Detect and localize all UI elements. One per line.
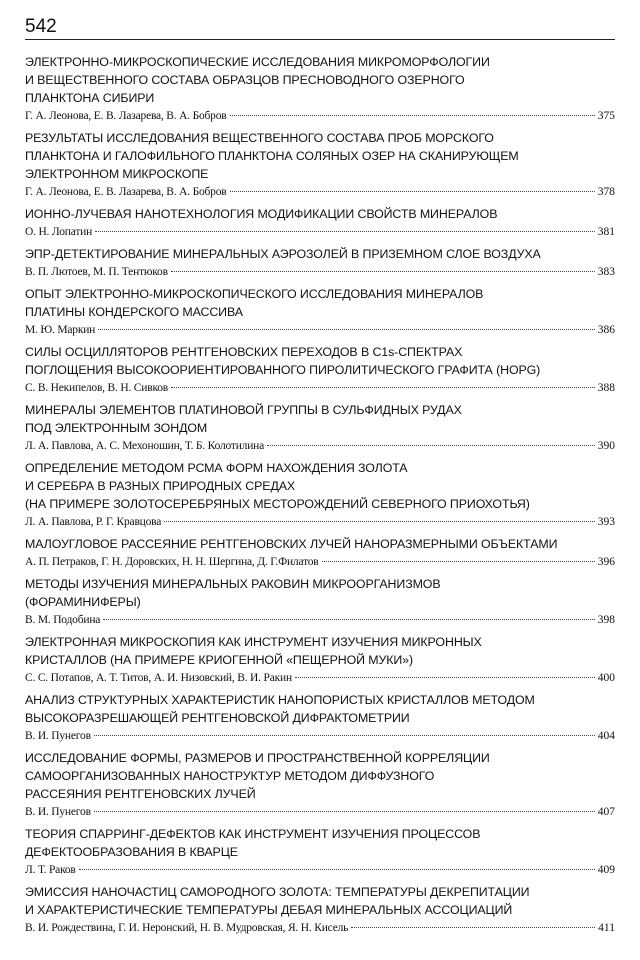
entry-title-line: ПЛАНКТОНА И ГАЛОФИЛЬНОГО ПЛАНКТОНА СОЛЯНЫХ ОЗЕР НА СКАНИРУЮЩЕМ (25, 149, 519, 163)
toc-entry[interactable] (25, 459, 615, 531)
toc-entry[interactable] (25, 749, 615, 821)
entry-authors: В. И. Пунегов (25, 806, 91, 818)
entry-title-line: САМООРГАНИЗОВАННЫХ НАНОСТРУКТУР МЕТОДОМ ДИФФУЗНОГО (25, 769, 435, 783)
entry-author-row (25, 669, 615, 687)
dot-leader (98, 329, 595, 330)
entry-page-number[interactable]: 398 (597, 614, 615, 626)
entry-page-number[interactable]: 390 (597, 440, 615, 452)
dot-leader (164, 521, 595, 522)
dot-leader (95, 231, 595, 232)
entry-author-row (25, 553, 615, 571)
entry-page-number[interactable]: 375 (597, 110, 615, 122)
entry-authors: Г. А. Леонова, Е. В. Лазарева, В. А. Бобров (25, 186, 227, 198)
entry-authors: Л. А. Павлова, Р. Г. Кравцова (25, 516, 162, 528)
dot-leader (79, 869, 595, 870)
entry-author-row (25, 727, 615, 745)
entry-authors: А. П. Петраков, Г. Н. Доровских, Н. Н. Шергина, Д. Г.Филатов (25, 556, 319, 568)
dot-leader (267, 445, 595, 446)
entry-page-number[interactable]: 378 (597, 186, 615, 198)
toc-entry[interactable] (25, 633, 615, 687)
entry-author-row (25, 437, 615, 455)
entry-authors: В. М. Подобина (25, 614, 101, 626)
entry-title-line: ЭМИССИЯ НАНОЧАСТИЦ САМОРОДНОГО ЗОЛОТА: ТЕМПЕРАТУРЫ ДЕКРЕПИТАЦИИ (25, 885, 530, 899)
toc-entry[interactable] (25, 825, 615, 879)
entry-title-line: ДЕФЕКТООБРАЗОВАНИЯ В КВАРЦЕ (25, 845, 238, 859)
dot-leader (94, 811, 595, 812)
entry-page-number[interactable]: 381 (597, 226, 615, 238)
entry-page-number[interactable]: 404 (597, 730, 615, 742)
toc-entry[interactable] (25, 575, 615, 629)
page-number: 542 (25, 16, 57, 37)
entry-title-line: (НА ПРИМЕРЕ ЗОЛОТОСЕРЕБРЯНЫХ МЕСТОРОЖДЕНИЙ СЕВЕРНОГО ПРИОХОТЬЯ) (25, 497, 530, 511)
entry-author-row (25, 263, 615, 281)
entry-author-row (25, 183, 615, 201)
entry-author-row (25, 223, 615, 241)
entry-title-line: ЭЛЕКТРОННО-МИКРОСКОПИЧЕСКИЕ ИССЛЕДОВАНИЯ МИКРОМОРФОЛОГИИ (25, 55, 490, 69)
entry-title-line: КРИСТАЛЛОВ (НА ПРИМЕРЕ КРИОГЕННОЙ «ПЕЩЕРНОЙ МУКИ») (25, 653, 413, 667)
dot-leader (230, 191, 595, 192)
entry-page-number[interactable]: 400 (597, 672, 615, 684)
entry-title-line: ЭПР-ДЕТЕКТИРОВАНИЕ МИНЕРАЛЬНЫХ АЭРОЗОЛЕЙ В ПРИЗЕМНОМ СЛОЕ ВОЗДУХА (25, 247, 541, 261)
dot-leader (230, 115, 595, 116)
entry-title-line: АНАЛИЗ СТРУКТУРНЫХ ХАРАКТЕРИСТИК НАНОПОРИСТЫХ КРИСТАЛЛОВ МЕТОДОМ (25, 693, 535, 707)
entry-author-row (25, 321, 615, 339)
entry-title-line: ЭЛЕКТРОННАЯ МИКРОСКОПИЯ КАК ИНСТРУМЕНТ ИЗУЧЕНИЯ МИКРОННЫХ (25, 635, 482, 649)
entry-authors: О. Н. Лопатин (25, 226, 93, 238)
entry-authors: Л. Т. Раков (25, 864, 76, 876)
toc-entry[interactable] (25, 691, 615, 745)
entry-title-line: ТЕОРИЯ СПАРРИНГ-ДЕФЕКТОВ КАК ИНСТРУМЕНТ ИЗУЧЕНИЯ ПРОЦЕССОВ (25, 827, 481, 841)
entry-page-number[interactable]: 409 (597, 864, 615, 876)
table-of-contents (25, 53, 615, 941)
entry-authors: Г. А. Леонова, Е. В. Лазарева, В. А. Бобров (25, 110, 227, 122)
entry-title-line: ИССЛЕДОВАНИЕ ФОРМЫ, РАЗМЕРОВ И ПРОСТРАНСТВЕННОЙ КОРРЕЛЯЦИИ (25, 751, 490, 765)
dot-leader (295, 677, 595, 678)
entry-author-row (25, 803, 615, 821)
entry-title-line: ИОННО-ЛУЧЕВАЯ НАНОТЕХНОЛОГИЯ МОДИФИКАЦИИ СВОЙСТВ МИНЕРАЛОВ (25, 207, 498, 221)
entry-title-line: ПОГЛОЩЕНИЯ ВЫСОКООРИЕНТИРОВАННОГО ПИРОЛИТИЧЕСКОГО ГРАФИТА (HOPG) (25, 363, 541, 377)
entry-title-line: ОПРЕДЕЛЕНИЕ МЕТОДОМ РСМА ФОРМ НАХОЖДЕНИЯ ЗОЛОТА (25, 461, 408, 475)
entry-page-number[interactable]: 393 (597, 516, 615, 528)
entry-author-row (25, 611, 615, 629)
entry-title-line: ПОД ЭЛЕКТРОННЫМ ЗОНДОМ (25, 421, 208, 435)
entry-authors: В. И. Пунегов (25, 730, 91, 742)
dot-leader (103, 619, 595, 620)
entry-author-row (25, 861, 615, 879)
entry-title-line: ОПЫТ ЭЛЕКТРОННО-МИКРОСКОПИЧЕСКОГО ИССЛЕДОВАНИЯ МИНЕРАЛОВ (25, 287, 484, 301)
entry-page-number[interactable]: 411 (598, 922, 615, 934)
toc-entry[interactable] (25, 129, 615, 201)
entry-title-line: РАССЕЯНИЯ РЕНТГЕНОВСКИХ ЛУЧЕЙ (25, 787, 256, 801)
entry-title-line: ПЛАНКТОНА СИБИРИ (25, 91, 155, 105)
toc-entry[interactable] (25, 53, 615, 125)
entry-authors: В. И. Рождествина, Г. И. Неронский, Н. В. Мудровская, Я. Н. Кисель (25, 922, 349, 934)
dot-leader (322, 561, 595, 562)
entry-author-row (25, 379, 615, 397)
toc-entry[interactable] (25, 245, 615, 281)
entry-author-row (25, 513, 615, 531)
entry-title-line: МИНЕРАЛЫ ЭЛЕМЕНТОВ ПЛАТИНОВОЙ ГРУППЫ В СУЛЬФИДНЫХ РУДАХ (25, 403, 462, 417)
entry-title-line: МЕТОДЫ ИЗУЧЕНИЯ МИНЕРАЛЬНЫХ РАКОВИН МИКРООРГАНИЗМОВ (25, 577, 441, 591)
entry-title-line: СИЛЫ ОСЦИЛЛЯТОРОВ РЕНТГЕНОВСКИХ ПЕРЕХОДОВ В C1s-СПЕКТРАХ (25, 345, 463, 359)
entry-authors: В. П. Лютоев, М. П. Тентюков (25, 266, 168, 278)
entry-title-line: РЕЗУЛЬТАТЫ ИССЛЕДОВАНИЯ ВЕЩЕСТВЕННОГО СОСТАВА ПРОБ МОРСКОГО (25, 131, 494, 145)
entry-title-line: ПЛАТИНЫ КОНДЕРСКОГО МАССИВА (25, 305, 243, 319)
entry-title-line: (ФОРАМИНИФЕРЫ) (25, 595, 141, 609)
toc-entry[interactable] (25, 401, 615, 455)
dot-leader (171, 271, 595, 272)
entry-page-number[interactable]: 396 (597, 556, 615, 568)
entry-author-row (25, 919, 615, 937)
toc-entry[interactable] (25, 883, 615, 937)
entry-title-line: И СЕРЕБРА В РАЗНЫХ ПРИРОДНЫХ СРЕДАХ (25, 479, 296, 493)
entry-title-line: ЭЛЕКТРОННОМ МИКРОСКОПЕ (25, 167, 209, 181)
entry-page-number[interactable]: 388 (597, 382, 615, 394)
entry-author-row (25, 107, 615, 125)
entry-title-line: И ВЕЩЕСТВЕННОГО СОСТАВА ОБРАЗЦОВ ПРЕСНОВОДНОГО ОЗЕРНОГО (25, 73, 465, 87)
entry-authors: С. В. Некипелов, В. Н. Сивков (25, 382, 169, 394)
toc-entry[interactable] (25, 535, 615, 571)
entry-page-number[interactable]: 383 (597, 266, 615, 278)
entry-page-number[interactable]: 386 (597, 324, 615, 336)
toc-entry[interactable] (25, 285, 615, 339)
dot-leader (171, 387, 595, 388)
entry-title-line: И ХАРАКТЕРИСТИЧЕСКИЕ ТЕМПЕРАТУРЫ ДЕБАЯ МИНЕРАЛЬНЫХ АССОЦИАЦИЙ (25, 903, 513, 917)
entry-authors: Л. А. Павлова, А. С. Мехоношин, Т. Б. Колотилина (25, 440, 265, 452)
entry-title-line: ВЫСОКОРАЗРЕШАЮЩЕЙ РЕНТГЕНОВСКОЙ ДИФРАКТОМЕТРИИ (25, 711, 410, 725)
entry-authors: С. С. Потапов, А. Т. Титов, А. И. Низовский, В. И. Ракин (25, 672, 292, 684)
dot-leader (351, 927, 595, 928)
entry-page-number[interactable]: 407 (597, 806, 615, 818)
toc-entry[interactable] (25, 343, 615, 397)
dot-leader (94, 735, 595, 736)
header-rule (25, 39, 615, 40)
page-header (25, 16, 615, 40)
entry-authors: М. Ю. Маркин (25, 324, 96, 336)
entry-title-line: МАЛОУГЛОВОЕ РАССЕЯНИЕ РЕНТГЕНОВСКИХ ЛУЧЕЙ НАНОРАЗМЕРНЫМИ ОБЪЕКТАМИ (25, 537, 558, 551)
toc-entry[interactable] (25, 205, 615, 241)
